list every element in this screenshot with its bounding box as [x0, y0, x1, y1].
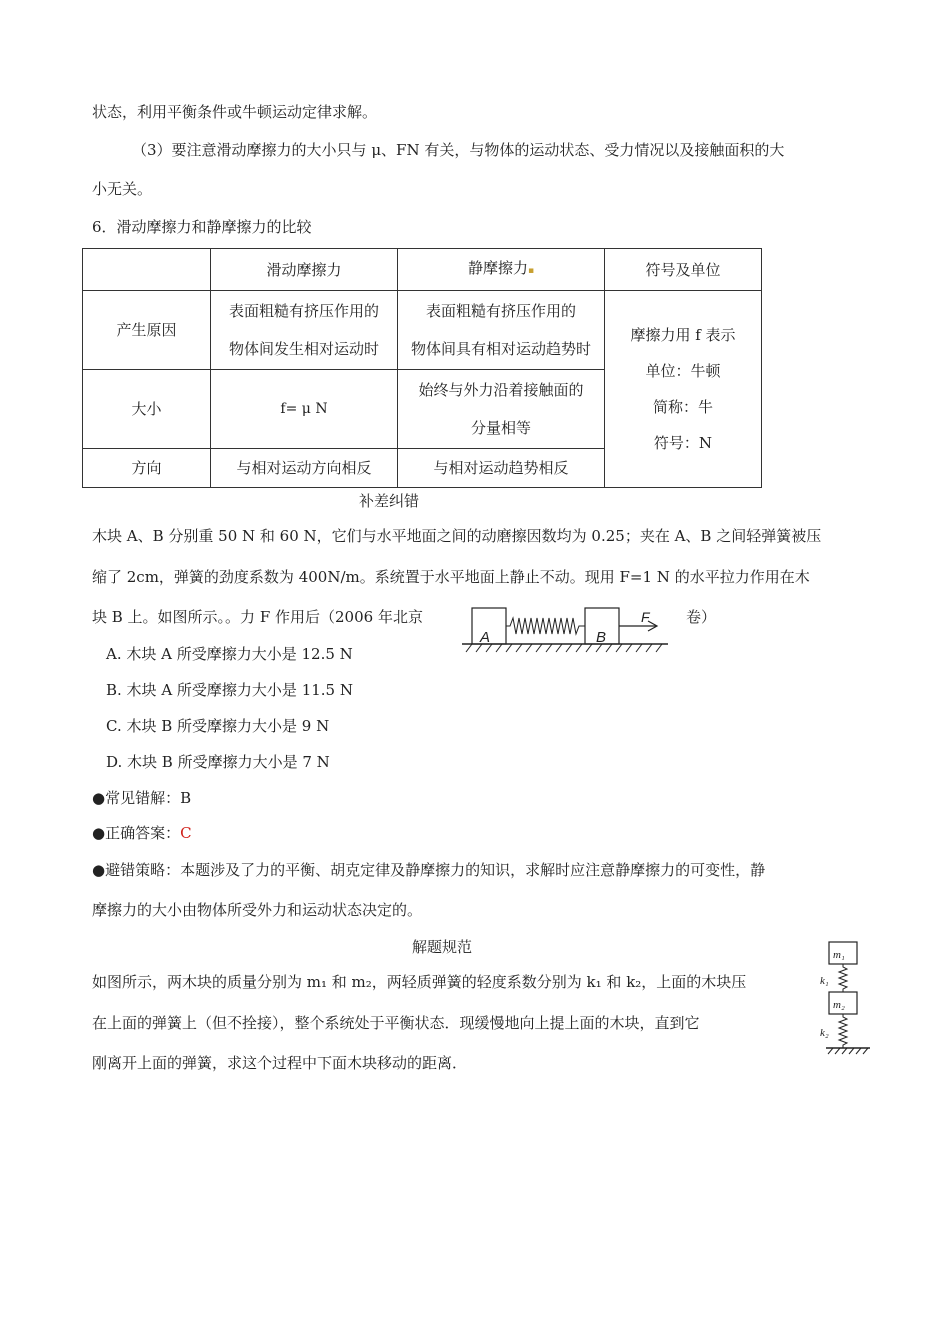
spring: [506, 618, 585, 634]
stacked-springs-figure: [818, 940, 874, 1060]
row-label-cause: 产生原因: [83, 291, 211, 370]
row-label-size: 大小: [83, 370, 211, 449]
row-label-direction: 方向: [83, 449, 211, 488]
label-f: F: [641, 609, 650, 625]
option-c: C. 木块 B 所受摩擦力大小是 9 N: [106, 717, 330, 735]
direction-sliding: 与相对运动方向相反: [211, 449, 398, 488]
strategy-line-2: 摩擦力的大小由物体所受外力和运动状态决定的。: [92, 901, 423, 919]
problem1-line-1: 木块 A、B 分别重 50 N 和 60 N，它们与水平地面之间的动磨擦因数均为 0.25；夹在 A、B 之间轻弹簧被压: [92, 527, 822, 545]
size-sliding: f= μ N: [211, 370, 398, 449]
intro-line-2: （3）要注意滑动摩擦力的大小只与 μ、FN 有关，与物体的运动状态、受力情况以及接触面积的大: [132, 141, 785, 159]
label-m2: m₂: [833, 999, 845, 1011]
intro-line-3: 小无关。: [92, 180, 153, 198]
unit-cell: 摩擦力用 f 表示 单位：牛顿 简称：牛 符号：N: [605, 291, 762, 488]
label-b: B: [596, 629, 607, 646]
option-a: A. 木块 A 所受摩擦力大小是 12.5 N: [106, 645, 353, 663]
option-d: D. 木块 B 所受摩擦力大小是 7 N: [106, 753, 330, 771]
direction-static: 与相对运动趋势相反: [398, 449, 605, 488]
problem1-line-3a: 块 B 上。如图所示。。力 F 作用后（2006 年北京: [92, 608, 423, 626]
heading-jieti: 解题规范: [412, 938, 473, 956]
cause-sliding: 表面粗糙有挤压作用的 物体间发生相对运动时: [211, 291, 398, 370]
ground-hatch: [466, 644, 662, 652]
problem2-line-1: 如图所示，两木块的质量分别为 m₁ 和 m₂，两轻质弹簧的轻度系数分别为 k₁ 和 k₂，上面的木块压: [92, 973, 747, 991]
section-title: 6．滑动摩擦力和静摩擦力的比较: [92, 218, 312, 236]
problem2-line-2: 在上面的弹簧上（但不拴接），整个系统处于平衡状态．现缓慢地向上提上面的木块，直到它: [92, 1014, 700, 1032]
problem2-line-3: 刚离开上面的弹簧，求这个过程中下面木块移动的距离．: [92, 1054, 468, 1072]
table-header-row: [83, 249, 762, 291]
ground-hatch-2: [828, 1048, 868, 1054]
spring-blocks-figure: [460, 604, 670, 662]
comparison-table: [82, 248, 762, 488]
header-unit: 符号及单位: [605, 249, 762, 291]
label-k2: k₂: [820, 1027, 829, 1039]
intro-line-1: 状态，利用平衡条件或牛顿运动定律求解。: [92, 103, 378, 121]
label-k1: k₁: [820, 975, 829, 987]
label-m1: m₁: [833, 949, 845, 961]
cause-static: 表面粗糙有挤压作用的 物体间具有相对运动趋势时: [398, 291, 605, 370]
spring-k1: [839, 964, 847, 992]
option-b: B. 木块 A 所受摩擦力大小是 11.5 N: [106, 681, 353, 699]
correct-answer: ●正确答案：C: [92, 824, 192, 842]
problem1-line-3b: 卷）: [686, 608, 717, 626]
spring-k2: [839, 1014, 847, 1048]
header-static: 静摩擦力▪: [398, 249, 605, 291]
problem1-line-2: 缩了 2cm，弹簧的劲度系数为 400N/m。系统置于水平地面上静止不动。现用 F=1 N 的水平拉力作用在木: [92, 568, 810, 586]
common-error: ●常见错解：B: [92, 789, 192, 807]
table-row: [83, 291, 762, 370]
size-static: 始终与外力沿着接触面的 分量相等: [398, 370, 605, 449]
header-empty: [83, 249, 211, 291]
label-a: A: [480, 629, 491, 646]
strategy-line-1: ●避错策略：本题涉及了力的平衡、胡克定律及静摩擦力的知识，求解时应注意静摩擦力的可变性，静: [92, 861, 766, 879]
header-sliding: 滑动摩擦力: [211, 249, 398, 291]
heading-bucha: 补差纠错: [359, 492, 420, 510]
